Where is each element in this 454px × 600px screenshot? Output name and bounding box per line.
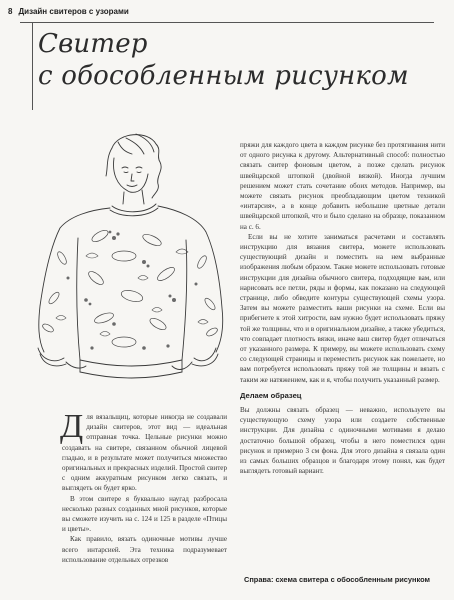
- subheading-swatch: Делаем образец: [240, 390, 302, 400]
- right-paragraph-3: Вы должны связать образец — неважно, используете вы существующую схему узора или создаете собственные инструкции. Для дизайна с одиночными мотивами я делаю достаточно большой образец, чтобы в него поместился один рисунок и примерно 3 см фона. Для этого дизайна я связала один из самых больших образцов и благодаря этому понял, как будет выглядеть готовый вариант.: [240, 406, 445, 476]
- title-rule-left: [32, 22, 33, 110]
- section-title: Дизайн свитеров с узорами: [18, 6, 129, 16]
- right-paragraph-2: Если вы не хотите заниматься расчетами и составлять инструкцию для вязания свитера, можете использовать существующий дизайн и поместить на нем выбранные изображения любым образом. Также можете использовать готовые инструкции для дизайна обычного свитера, подходящие вам, или нарисовать все петли, ряды и формы, как показано на следующей странице, либо обведите контуры существующей схемы узора. Затем вы можете разместить ваши рисунки на схеме. Если вы прибегнете к этой хитрости, вам нужно будет использовать пряжу той же толщины, что и в оригинальном дизайне, а также убедиться, что совпадает плотность вязки, иначе ваш свитер будет отличаться от указанного размера. К примеру, вы можете использовать схему со следующей страницы и переместить рисунок как пожелаете, но вам потребуется использовать пряжу той же толщины и вязать с таким же натяжением, как и я, чтобы получить указанный размер.: [240, 232, 445, 384]
- page-number: 8: [8, 6, 13, 16]
- left-text-column: [60, 408, 227, 565]
- title-rule-top: [20, 22, 434, 23]
- title-line-2: с обособленным рисунком: [38, 61, 409, 91]
- drop-cap: Д: [60, 408, 84, 445]
- sweater-sketch-illustration: [26, 128, 234, 398]
- right-text-column: [240, 140, 445, 477]
- left-paragraph-2: В этом свитере я буквально наугад разбросала несколько разных созданных мной рисунков, которые вы сможете изучить на с. 124 и 125 в разделе «Птицы и цветы».: [62, 494, 227, 534]
- right-paragraph-1: пряжи для каждого цвета в каждом рисунке без протягивания нити от одного рисунка к другому. Альтернативный способ: полностью связать свитер фоновым цветом, а позже сделать рисунок швейцарской штопкой (двойной вязкой). Иногда лучшим решением может стать сочетание обоих методов. Например, вы можете связать рисунок преобладающим цветом техникой «интарсия», а в конце добавить небольшие цветные детали швейцарской штопкой, что и было сделано на образце, показанном на с. 6.: [240, 141, 445, 231]
- left-paragraph-3: Как правило, вязать одиночные мотивы лучше всего интарсией. Эта техника подразумевает использование отдельных отрезков: [62, 535, 227, 564]
- page-title: [38, 28, 438, 92]
- title-line-1: Свитер: [38, 29, 148, 59]
- left-paragraph-1-text: ля вязальщиц, которые никогда не создавали дизайн свитеров, этот вид — идеальная отправная точка. Цельные рисунки можно создавать на свитере, связанном обычной лицевой гладью, и в результате может получиться множество оригинальных и прекрасных изделий. Простой свитер с одним аккуратным рисунком легко связать, и выглядеть он будет ярко.: [62, 413, 227, 493]
- figure-caption: Справа: схема свитера с обособленным рисунком: [244, 575, 430, 584]
- running-header: [8, 4, 446, 18]
- left-paragraph-1: [60, 408, 227, 494]
